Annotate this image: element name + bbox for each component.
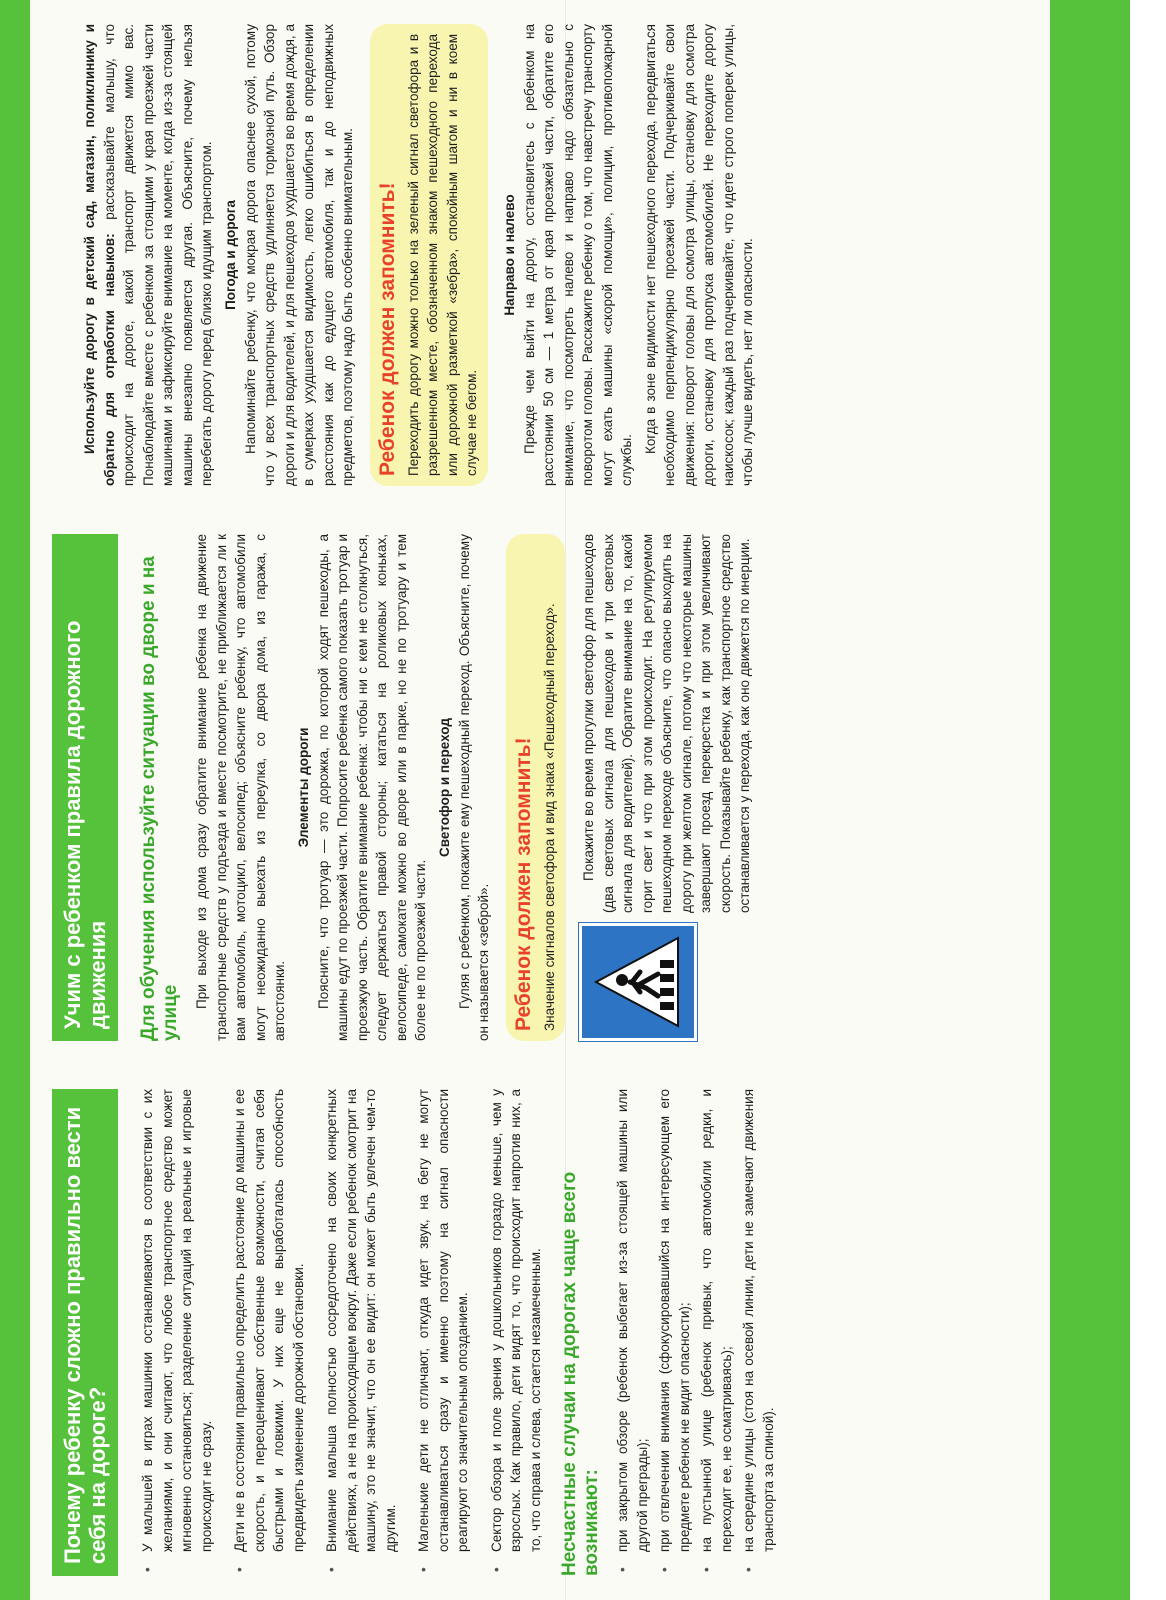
section-banner: Почему ребенку сложно правильно вести себя на дороге? [52,1089,118,1576]
section-subtitle: Для обучения используйте ситуации во дворе и на улице [138,556,181,1041]
accidents-list [613,1089,778,1576]
lights-paragraph: Гуляя с ребенком, покажите ему пешеходный переход. Объясните, почему он называется «зеброй». [456,534,491,1041]
column-teaching-rules [30,510,1050,1065]
list-item: • Маленькие дети не отличают, откуда идет звук, на бегу не могут останавливаться сразу и именно поэтому на сигнал опасности реагируют со значительным опозданием. [414,1089,473,1576]
list-item: • Сектор обзора и поле зрения у дошкольников гораздо меньше, чем у взрослых. Как правило, дети видят то, что происходит напротив них, а то, что справа и слева, остается незамеченным. [487,1089,546,1576]
pedestrian-crossing-sign-icon [579,923,697,1041]
lights-heading: Светофор и переход [436,718,452,857]
sign-and-text [579,534,759,1041]
remember-title: Ребенок должен запомнить! [375,182,399,476]
right-green-edge [1050,0,1130,1600]
remember-title: Ребенок должен запомнить! [511,737,535,1031]
list-item: • при закрытом обзоре (ребенок выбегает из-за стоящей машины или другой преграды); [613,1089,652,1576]
right-left-heading: Направо и налево [501,194,517,316]
rotated-content [30,0,1050,1600]
accidents-heading: Несчастные случаи на дорогах чаще всего возникают: [559,1171,602,1576]
weather-paragraph: Напоминайте ребенку, что мокрая дорога опаснее сухой, потому что у всех транспортных средств удлиняется тормозной путь. Обзор дороги и для водителей, и для пешеходов ухудшается во время дождя, а в сумерках ухудшается видимость, легко ошибиться в определении расстояния как до едущего автомобиля, так и до неподвижных предметов, поэтому надо быть особенно внимательным. [242,24,355,486]
practice-text: рассказывайте малышу, что происходит на дороге, какой транспорт движется мимо вас. Понаблюдайте вместе с ребенком за стоящими у края проезжей части машинами и зафиксируйте внимание на моменте, когда из-за стоящей машины внезапно появляется другая. Объясните, почему нельзя перебегать дорогу перед близко идущим транспортом. [101,24,214,486]
list-item: • на середине улицы (стоя на осевой линии, дети не замечают движения транспорта за спиной). [739,1089,778,1576]
section-banner: Учим с ребенком правила дорожного движения [52,534,118,1041]
right-left-paragraph-2: Когда в зоне видимости нет пешеходного перехода, передвигаться необходимо перпендикулярно проезжей части. Подчеркивайте свои движения: поворот головы для осмотра улицы, остановку для осмотра дороги, остановку для пропуска автомобилей. Не переходите дорогу наискосок; каждый раз подчеркивайте, что идете строго поперек улицы, чтобы лучше видеть, нет ли опасности. [642,24,755,486]
elements-paragraph: Поясните, что тротуар — это дорожка, по которой ходят пешеходы, а машины едут по проезжей части. Попросите ребенка самого показать тротуар и проезжую часть. Обратите внимание ребенка: чтобы ни с кем не столкнуться, следует держаться правой стороны; кататься на роликовых коньках, велосипеде, самокате можно во дворе или в парке, но не по тротуару и тем более не по проезжей части. [315,534,428,1041]
scan-margin [1130,0,1166,1600]
reasons-list [138,1089,545,1576]
list-item: • У малышей в играх машинки останавливаются в соответствии с их желаниями, и они считают, что любое транспортное средство может мгновенно остановиться; разделение ситуаций на реальные и игровые происходит не сразу. [138,1089,216,1576]
left-green-edge [0,0,30,1600]
remember-box [506,534,566,1041]
column-why-difficult [30,1065,1050,1600]
list-item: • при отвлечении внимания (сфокусировавшийся на интересующем его предмете ребенок не видит опасности); [655,1089,694,1576]
list-item: • Внимание малыша полностью сосредоточено на своих конкретных действиях, а не на происходящем вокруг. Даже если ребенок смотрит на машину, это не значит, что он ее видит: он может быть увлечен чем-то другим. [322,1089,400,1576]
practice-paragraph [80,24,217,486]
remember-text: Значение сигналов светофора и вид знака «Пешеходный переход». [541,603,557,1031]
weather-heading: Погода и дорога [222,200,238,310]
traffic-light-paragraph: Покажите во время прогулки светофор для пешеходов (два световых сигнала для пешеходов и три световых сигнала для водителей). Обратите внимание на то, какой горит свет и что при этом происходит. На регулируемом пешеходном переходе объясните, что опасно выходить на дорогу при желтом сигнале, потому что некоторые машины завершают проезд перекрестка и при этом увеличивают скорость. Показывайте ребенку, как транспортное средство останавливается у перехода, как оно движется по инерции. [581,534,752,913]
practice-lead: Используйте дорогу в детский сад, магазин, поликлинику и обратно для отработки навыков: [82,24,117,486]
list-item: • на пустынной улице (ребенок привык, что автомобили редки, и переходит ее, не осматриваясь); [697,1089,736,1576]
right-left-paragraph-1: Прежде чем выйти на дорогу, остановитесь с ребенком на расстоянии 50 см — 1 метра от края проезжей части, обратите его внимание, что посмотреть налево и направо надо обязательно с поворотом головы. Расскажите ребенку о том, что навстречу транспорту могут ехать машины «скорой помощи», полиции, противопожарной службы. [521,24,634,486]
remember-text: Переходить дорогу можно только на зеленый сигнал светофора и в разрешенном месте, обозначенном знаком пешеходного перехода или дорожной разметкой «зебра», спокойным шагом и ни в коем случае не бегом. [405,34,479,476]
remember-box [370,24,488,486]
column-practice [30,0,1050,510]
list-item: • Дети не в состоянии правильно определить расстояние до машины и ее скорость, и переоценивают собственные возможности, считая себя быстрыми и ловкими. У них еще не выработалась способность предвидеть изменение дорожной обстановки. [230,1089,308,1576]
intro-paragraph: При выходе из дома сразу обратите внимание ребенка на движение транспортные средств у подъезда и вместе посмотрите, не приближается ли к вам автомобиль, мотоцикл, велосипед; объясните ребенку, что автомобили могут неожиданно выехать из переулка, со двора дома, из гаража, с автостоянки. [194,534,287,1041]
elements-heading: Элементы дороги [295,727,311,848]
